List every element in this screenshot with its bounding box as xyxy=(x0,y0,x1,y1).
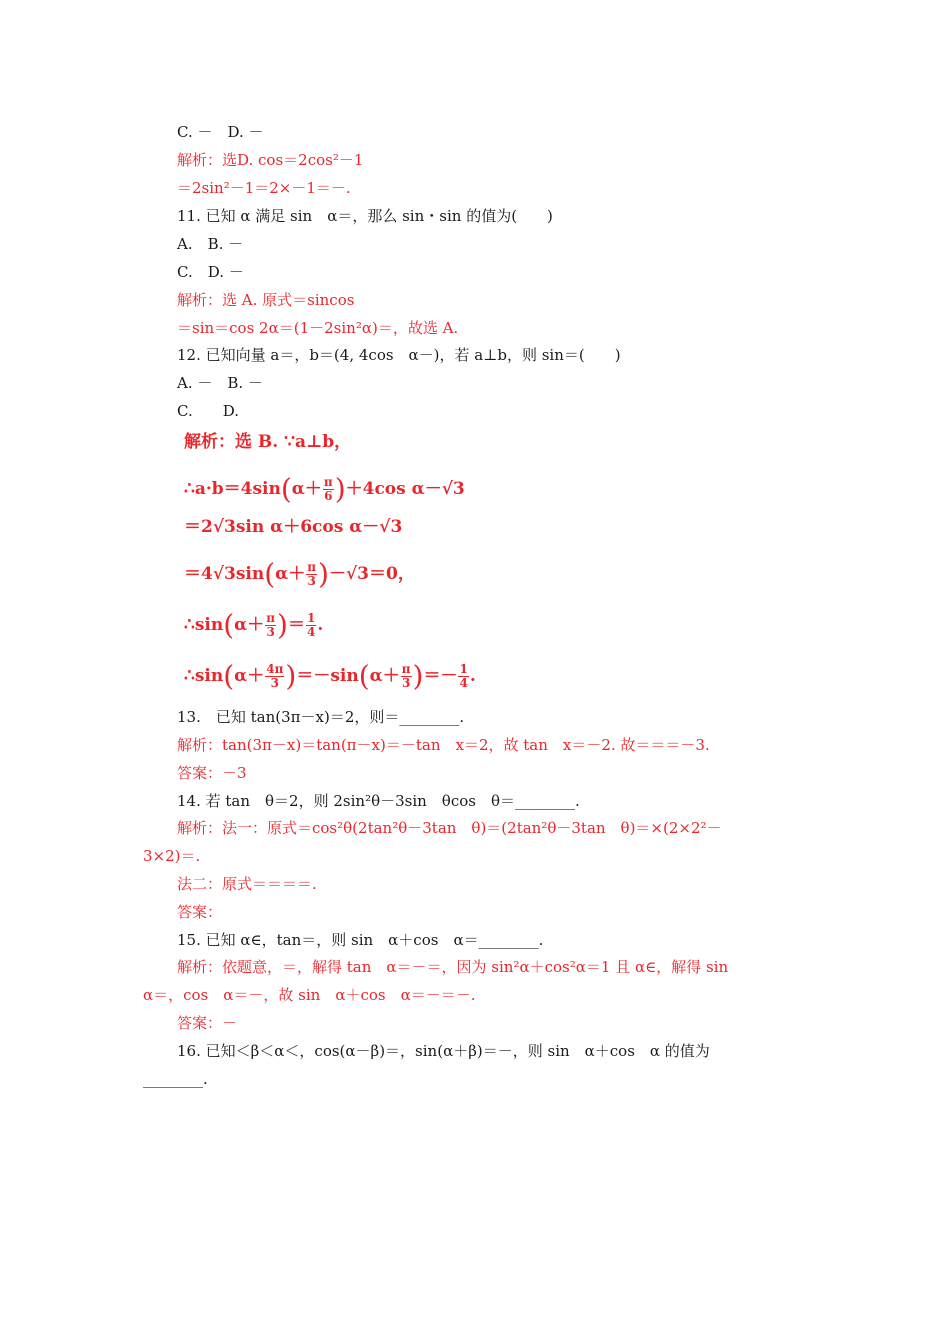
paren-close: ) xyxy=(334,472,346,506)
fraction-numerator: 1 xyxy=(306,611,316,625)
expr-part: ＝4√3sin xyxy=(184,564,265,584)
question-14: 14. 若 tan θ＝2，则 2sin²θ－3sin θcos θ＝________. xyxy=(177,792,580,810)
fraction-denominator: 6 xyxy=(324,489,333,503)
line-options-cd-10: C. － D. － xyxy=(177,123,264,141)
question-16-blank: ________. xyxy=(143,1070,208,1088)
expr-part: ＝ xyxy=(287,615,305,635)
fraction-denominator: 3 xyxy=(307,574,316,588)
fraction-pi-3 xyxy=(401,663,412,690)
question-16: 16. 已知＜β＜α＜，cos(α－β)＝，sin(α＋β)＝－，则 sin α＋cos α 的值为 xyxy=(177,1042,710,1060)
fraction-4pi-3 xyxy=(265,663,284,690)
paren-open: ( xyxy=(358,659,370,693)
solution-10-line2: ＝2sin²－1＝2×－1＝－. xyxy=(177,179,351,197)
question-11: 11. 已知 α 满足 sin α＝，那么 sin・sin 的值为( ) xyxy=(177,207,553,225)
expr-part: α＋ xyxy=(369,666,400,686)
question-12: 12. 已知向量 a＝，b＝(4, 4cos α－)，若 a⊥b，则 sin＝( ) xyxy=(177,346,621,364)
paren-open: ( xyxy=(264,557,276,591)
solution-15-line1: 解析：依题意，＝，解得 tan α＝－＝，因为 sin²α＋cos²α＝1 且 α∈，解得 sin xyxy=(177,958,729,976)
expr-part: ＝－ xyxy=(423,666,458,686)
fraction-numerator: π xyxy=(401,662,411,676)
expr-part: ＝－sin xyxy=(296,666,359,686)
solution-12-line5: ∴sin(α＋ $\frac{\pi}{3}$ )＝ $\frac{1}{4}$ . xyxy=(184,608,324,642)
expr-part: －√3＝0， xyxy=(328,564,415,584)
fraction-denominator: 3 xyxy=(401,676,411,690)
solution-14-method2: 法二：原式＝＝＝＝. xyxy=(177,875,317,893)
solution-10-line1: 解析：选D. cos＝2cos²－1 xyxy=(177,151,364,169)
solution-14-method1-cont: 3×2)＝. xyxy=(143,847,201,865)
fraction-denominator: 3 xyxy=(266,625,275,639)
solution-12-line4 xyxy=(184,557,415,591)
fraction-pi-3 xyxy=(306,561,317,588)
paren-close: ) xyxy=(412,659,424,693)
fraction-numerator: 4π xyxy=(266,662,284,676)
expr-part: ∴a·b＝4sin xyxy=(184,479,281,499)
paren-open: ( xyxy=(223,608,235,642)
solution-15-line2: α＝，cos α＝－，故 sin α＋cos α＝－＝－. xyxy=(143,986,476,1004)
paren-close: ) xyxy=(285,659,297,693)
fraction-pi-6 xyxy=(323,476,334,503)
fraction-denominator: 3 xyxy=(270,676,279,690)
expr-part: α＋ xyxy=(234,666,265,686)
expr-part: α＋ xyxy=(275,564,306,584)
expr-part: ＋4cos α－√3 xyxy=(345,479,465,499)
fraction-numerator: π xyxy=(266,611,276,625)
solution-12-line3: ＝2√3sin α＋6cos α－√3 xyxy=(184,517,403,537)
solution-13: 解析：tan(3π－x)＝tan(π－x)＝－tan x＝2，故 tan x＝－2. 故＝＝＝－3. xyxy=(177,736,710,754)
options-cd-11: C. D. － xyxy=(177,263,244,281)
expr-part: ∴sin xyxy=(184,615,224,635)
options-cd-12: C. D. xyxy=(177,402,239,420)
fraction-denominator: 4 xyxy=(306,625,316,639)
paren-close: ) xyxy=(277,608,288,642)
expr-part: α＋ xyxy=(234,615,265,635)
solution-11-line2: ＝sin＝cos 2α＝(1－2sin²α)＝，故选 A. xyxy=(177,319,459,337)
answer-13: 答案：－3 xyxy=(177,764,247,782)
fraction-numerator: 1 xyxy=(459,662,468,676)
expr-part: ∴sin xyxy=(184,666,224,686)
answer-14: 答案： xyxy=(177,903,223,921)
solution-14-method1: 解析：法一：原式＝cos²θ(2tan²θ－3tan θ)＝(2tan²θ－3tan θ)＝×(2×2²－ xyxy=(177,819,722,837)
answer-15: 答案：－ xyxy=(177,1014,238,1032)
paren-open: ( xyxy=(280,472,292,506)
solution-12-line2 xyxy=(184,472,465,506)
question-15: 15. 已知 α∈，tan＝，则 sin α＋cos α＝________. xyxy=(177,931,544,949)
question-13: 13. 已知 tan(3π－x)＝2，则＝________. xyxy=(177,708,465,726)
fraction-denominator: 4 xyxy=(459,676,468,690)
fraction-1-4 xyxy=(458,663,468,690)
fraction-1-4 xyxy=(306,612,316,639)
fraction-pi-3 xyxy=(265,612,276,639)
solution-12-line6: ∴sin(α＋ $\frac{4\pi}{3}$ )＝－sin(α＋ $\frac{\pi}{3}$ )＝－ $\frac{1}{4}$ . xyxy=(184,659,476,693)
fraction-numerator: π xyxy=(323,475,333,489)
paren-close: ) xyxy=(318,557,329,591)
solution-11-line1: 解析：选 A. 原式＝sincos xyxy=(177,291,355,309)
options-ab-12: A. － B. － xyxy=(177,374,263,392)
fraction-numerator: π xyxy=(307,560,317,574)
solution-12-line1: 解析：选 B. ∵a⊥b， xyxy=(184,432,352,452)
paren-open: ( xyxy=(223,659,235,693)
options-ab-11: A. B. － xyxy=(177,235,244,253)
expr-part: α＋ xyxy=(291,479,322,499)
